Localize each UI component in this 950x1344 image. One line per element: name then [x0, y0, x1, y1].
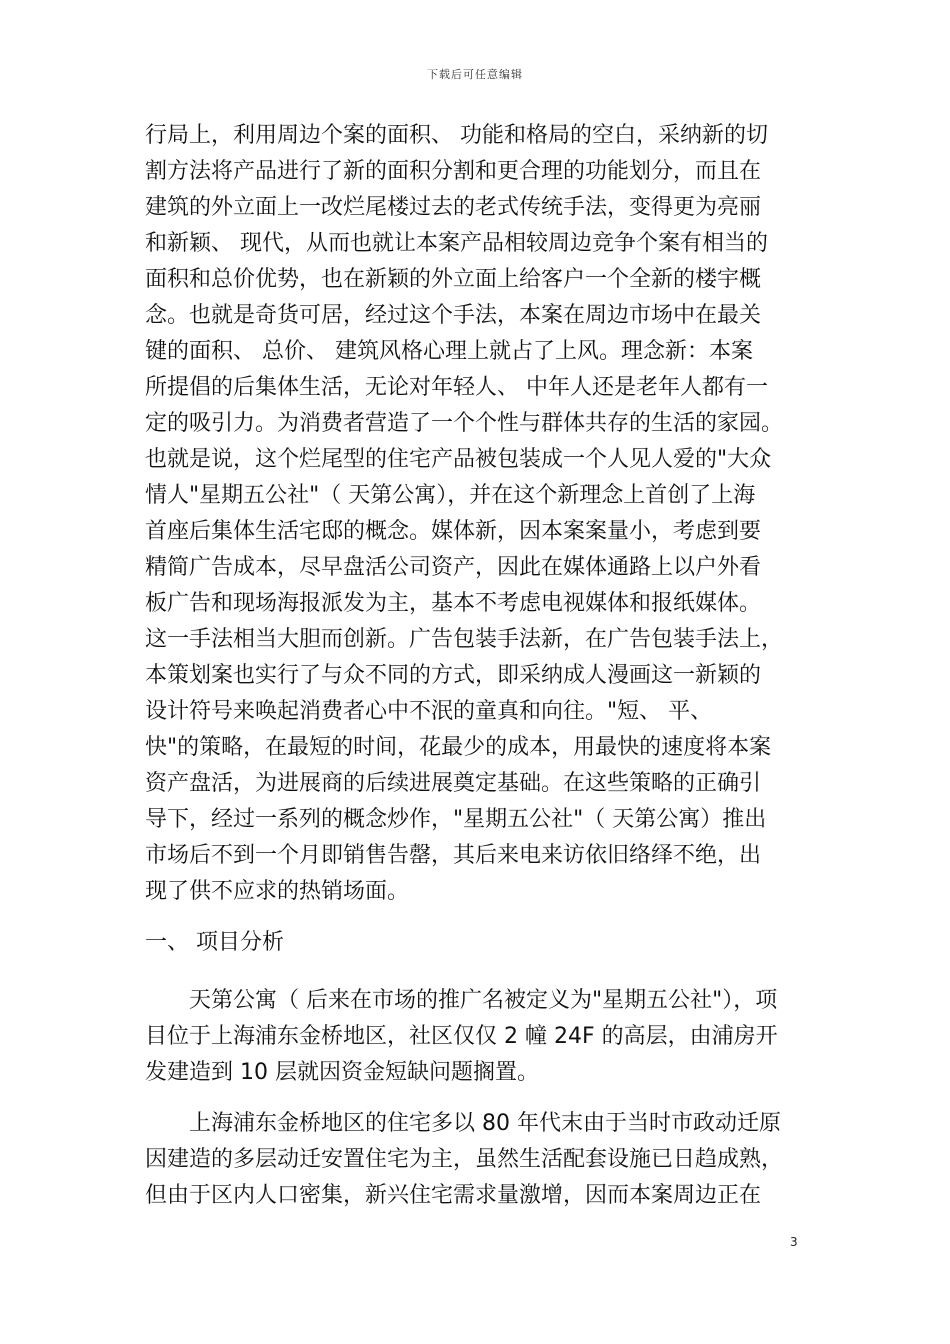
text-line: 快"的策略，在最短的时间，花最少的成本，用最快的速度将本案 [145, 735, 772, 760]
body-paragraph [145, 118, 815, 910]
text-line: 板广告和现场海报派发为主，基本不考虑电视媒体和报纸媒体。 [145, 591, 762, 616]
section-heading [145, 925, 815, 961]
text-line: 本策划案也实行了与众不同的方式，即采纳成人漫画这一新颖的 [145, 663, 762, 688]
text-line: 精简广告成本，尽早盘活公司资产，因此在媒体通路上以户外看 [145, 555, 762, 580]
text-line: 上海浦东金桥地区的住宅多以 80 年代末由于当时市政动迁原 [145, 1111, 781, 1136]
text-line: 念。也就是奇货可居，经过这个手法，本案在周边市场中在最关 [145, 303, 762, 328]
text-line: 因建造的多层动迁安置住宅为主，虽然生活配套设施已日趋成熟， [145, 1147, 784, 1172]
text-line: 也就是说，这个烂尾型的住宅产品被包装成一个人见人爱的"大众 [145, 447, 772, 472]
body-paragraph [145, 983, 815, 1091]
text-line: 导下，经过一系列的概念炒作，"星期五公社"（ 天第公寓）推出 [145, 807, 767, 832]
text-line: 这一手法相当大胆而创新。广告包装手法新，在广告包装手法上， [145, 627, 784, 652]
page-header: 下载后可任意编辑 [427, 68, 523, 81]
text-line: 天第公寓（ 后来在市场的推广名被定义为"星期五公社"），项 [145, 988, 778, 1013]
text-line: 但由于区内人口密集，新兴住宅需求量激增，因而本案周边正在 [145, 1183, 762, 1208]
text-line: 目位于上海浦东金桥地区，社区仅仅 2 幢 24F 的高层，由浦房开 [145, 1024, 778, 1049]
text-line: 键的面积、 总价、 建筑风格心理上就占了上风。理念新：本案 [145, 339, 753, 364]
text-line: 首座后集体生活宅邸的概念。媒体新，因本案案量小，考虑到要 [145, 519, 762, 544]
text-line: 定的吸引力。为消费者营造了一个个性与群体共存的生活的家园。 [145, 411, 784, 436]
section-heading-text: 一、 项目分析 [145, 930, 284, 955]
text-line: 设计符号来唤起消费者心中不泯的童真和向往。"短、 平、 [145, 699, 713, 724]
text-line: 现了供不应求的热销场面。 [145, 879, 410, 904]
text-line: 所提倡的后集体生活，无论对年轻人、 中年人还是老年人都有一 [145, 375, 768, 400]
text-line: 割方法将产品进行了新的面积分割和更合理的功能划分，而且在 [145, 159, 762, 184]
text-line: 市场后不到一个月即销售告罄，其后来电来访依旧络绎不绝，出 [145, 843, 762, 868]
text-line: 资产盘活，为进展商的后续进展奠定基础。在这些策略的正确引 [145, 771, 762, 796]
text-line: 发建造到 10 层就因资金短缺问题搁置。 [145, 1060, 539, 1085]
text-line: 面积和总价优势，也在新颖的外立面上给客户一个全新的楼宇概 [145, 267, 762, 292]
page-number: 3 [790, 1235, 798, 1249]
text-line: 行局上，利用周边个案的面积、 功能和格局的空白，采纳新的切 [145, 123, 768, 148]
text-line: 和新颖、 现代，从而也就让本案产品相较周边竞争个案有相当的 [145, 231, 768, 256]
body-paragraph [145, 1106, 815, 1214]
text-line: 建筑的外立面上一改烂尾楼过去的老式传统手法，变得更为亮丽 [145, 195, 762, 220]
text-line: 情人"星期五公社"（ 天第公寓），并在这个新理念上首创了上海 [145, 483, 756, 508]
